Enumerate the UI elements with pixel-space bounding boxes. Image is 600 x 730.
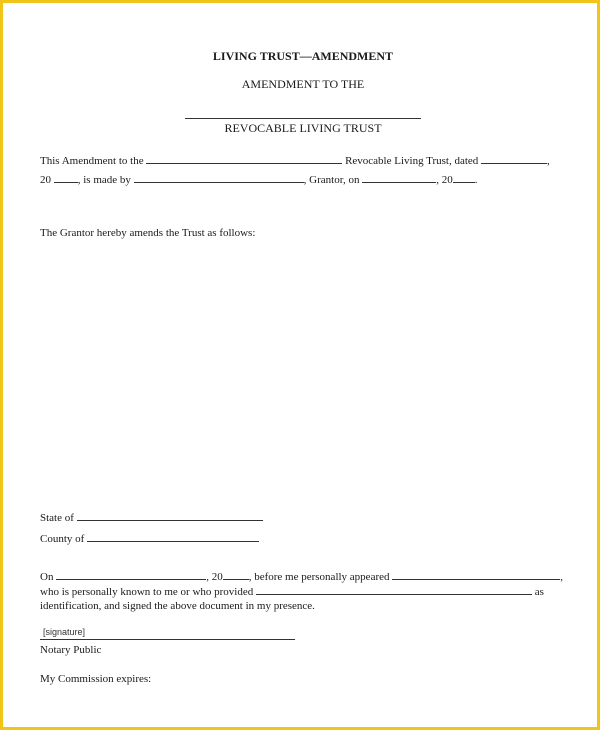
intro-text-e: , Grantor, on bbox=[303, 174, 360, 186]
date-blank[interactable] bbox=[362, 173, 436, 183]
document-subtitle-2: REVOCABLE LIVING TRUST bbox=[224, 121, 382, 135]
notary-public-label: Notary Public bbox=[40, 644, 102, 656]
state-line bbox=[40, 511, 263, 524]
document-title: LIVING TRUST—AMENDMENT bbox=[212, 49, 394, 63]
intro-period: . bbox=[474, 174, 478, 186]
intro-line-2 bbox=[40, 173, 477, 186]
notary-on: On bbox=[40, 571, 54, 583]
trust-name-blank[interactable] bbox=[146, 154, 342, 164]
signature-line[interactable] bbox=[40, 639, 295, 640]
intro-text-f: , 20 bbox=[436, 174, 453, 186]
notary-line-3: identification, and signed the above document in my presence. bbox=[40, 600, 315, 612]
county-blank[interactable] bbox=[87, 532, 259, 542]
notary-year-blank[interactable] bbox=[223, 570, 249, 580]
state-blank[interactable] bbox=[77, 511, 263, 521]
notary-before: , before me personally appeared bbox=[248, 571, 390, 583]
notary-date-blank[interactable] bbox=[56, 570, 206, 580]
year-blank[interactable] bbox=[54, 173, 78, 183]
identification-blank[interactable] bbox=[256, 585, 532, 595]
dated-blank[interactable] bbox=[481, 154, 547, 164]
notary-twenty: , 20 bbox=[206, 571, 223, 583]
notary-who: who is personally known to me or who provided bbox=[40, 586, 254, 598]
notary-line-2 bbox=[40, 585, 544, 598]
county-line bbox=[40, 532, 259, 545]
appeared-name-blank[interactable] bbox=[392, 570, 560, 580]
signature-placeholder: [signature] bbox=[43, 627, 86, 637]
document-subtitle: AMENDMENT TO THE bbox=[241, 77, 365, 91]
intro-comma: , bbox=[547, 155, 550, 167]
intro-text-d: , is made by bbox=[77, 174, 131, 186]
amendment-intro: The Grantor hereby amends the Trust as follows: bbox=[40, 227, 256, 239]
intro-text-b: Revocable Living Trust, dated bbox=[345, 155, 479, 167]
intro-text-c: 20 bbox=[40, 174, 51, 186]
trust-name-field[interactable] bbox=[185, 118, 421, 119]
notary-as: as bbox=[534, 586, 544, 598]
notary-line-1 bbox=[40, 570, 563, 583]
intro-text-a: This Amendment to the bbox=[40, 155, 144, 167]
commission-expires: My Commission expires: bbox=[40, 673, 152, 685]
state-label: State of bbox=[40, 512, 74, 524]
county-label: County of bbox=[40, 533, 85, 545]
year-blank-2[interactable] bbox=[453, 173, 475, 183]
notary-comma: , bbox=[560, 571, 563, 583]
intro-line-1 bbox=[40, 154, 550, 167]
grantor-name-blank[interactable] bbox=[134, 173, 304, 183]
